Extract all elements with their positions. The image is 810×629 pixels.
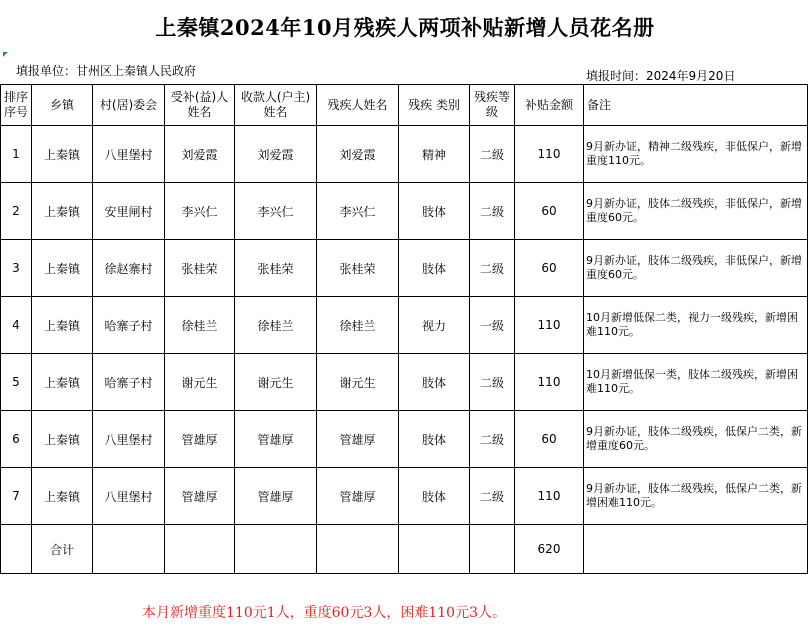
recipient-cell: 管雄厚 xyxy=(165,411,235,468)
total-cell xyxy=(317,525,399,574)
payee-cell: 谢元生 xyxy=(235,354,317,411)
amount-cell: 60 xyxy=(515,411,584,468)
note-cell: 9月新办证，精神二级残疾，非低保户，新增重度110元。 xyxy=(584,126,808,183)
header-village: 村(居)委会 xyxy=(93,85,165,126)
header-no: 排序序号 xyxy=(1,85,32,126)
grade-cell: 二级 xyxy=(470,411,515,468)
category-cell: 精神 xyxy=(399,126,470,183)
row-number: 2 xyxy=(1,183,32,240)
category-cell: 视力 xyxy=(399,297,470,354)
row-number: 6 xyxy=(1,411,32,468)
village-cell: 八里堡村 xyxy=(93,126,165,183)
town-cell: 上秦镇 xyxy=(32,183,93,240)
disabled-name-cell: 张桂荣 xyxy=(317,240,399,297)
table-row xyxy=(1,183,808,240)
header-category: 残疾 类别 xyxy=(399,85,470,126)
note-cell: 10月新增低保二类，视力一级残疾，新增困难110元。 xyxy=(584,297,808,354)
row-number: 1 xyxy=(1,126,32,183)
disabled-name-cell: 谢元生 xyxy=(317,354,399,411)
reporting-date: 填报时间：2024年9月20日 xyxy=(586,69,736,83)
note-cell: 9月新办证，肢体二级残疾，非低保户，新增重度60元。 xyxy=(584,240,808,297)
note-cell: 9月新办证，肢体二级残疾，低保户二类，新增困难110元。 xyxy=(584,468,808,525)
category-cell: 肢体 xyxy=(399,411,470,468)
payee-cell: 张桂荣 xyxy=(235,240,317,297)
village-cell: 安里闸村 xyxy=(93,183,165,240)
header-note: 备注 xyxy=(584,85,808,126)
village-cell: 八里堡村 xyxy=(93,468,165,525)
cell-marker xyxy=(3,52,8,57)
header-row xyxy=(1,85,808,126)
recipient-cell: 刘爱霞 xyxy=(165,126,235,183)
summary-note: 本月新增重度110元1人，重度60元3人，困难110元3人。 xyxy=(142,605,506,621)
town-cell: 上秦镇 xyxy=(32,240,93,297)
total-cell xyxy=(235,525,317,574)
village-cell: 哈寨子村 xyxy=(93,354,165,411)
amount-cell: 60 xyxy=(515,240,584,297)
header-disabled-name: 残疾人姓名 xyxy=(317,85,399,126)
disabled-name-cell: 刘爱霞 xyxy=(317,126,399,183)
header-payee: 收款人(户主)姓名 xyxy=(235,85,317,126)
amount-cell: 60 xyxy=(515,183,584,240)
payee-cell: 徐桂兰 xyxy=(235,297,317,354)
total-cell xyxy=(165,525,235,574)
row-number: 5 xyxy=(1,354,32,411)
table-row xyxy=(1,354,808,411)
total-cell xyxy=(584,525,808,574)
grade-cell: 二级 xyxy=(470,183,515,240)
grade-cell: 二级 xyxy=(470,468,515,525)
town-cell: 上秦镇 xyxy=(32,411,93,468)
total-cell xyxy=(470,525,515,574)
table-row xyxy=(1,411,808,468)
town-cell: 上秦镇 xyxy=(32,354,93,411)
village-cell: 八里堡村 xyxy=(93,411,165,468)
amount-cell: 110 xyxy=(515,297,584,354)
total-label: 合计 xyxy=(32,525,93,574)
recipient-cell: 管雄厚 xyxy=(165,468,235,525)
header-town: 乡镇 xyxy=(32,85,93,126)
payee-cell: 管雄厚 xyxy=(235,468,317,525)
disabled-name-cell: 李兴仁 xyxy=(317,183,399,240)
category-cell: 肢体 xyxy=(399,240,470,297)
table-row xyxy=(1,468,808,525)
note-cell: 9月新办证，肢体二级残疾，非低保户，新增重度60元。 xyxy=(584,183,808,240)
payee-cell: 管雄厚 xyxy=(235,411,317,468)
amount-cell: 110 xyxy=(515,354,584,411)
town-cell: 上秦镇 xyxy=(32,297,93,354)
grade-cell: 一级 xyxy=(470,297,515,354)
total-row xyxy=(1,525,808,574)
grade-cell: 二级 xyxy=(470,126,515,183)
category-cell: 肢体 xyxy=(399,468,470,525)
row-number: 3 xyxy=(1,240,32,297)
grade-cell: 二级 xyxy=(470,240,515,297)
page-title: 上秦镇2024年10月残疾人两项补贴新增人员花名册 xyxy=(155,15,655,40)
amount-cell: 110 xyxy=(515,126,584,183)
payee-cell: 李兴仁 xyxy=(235,183,317,240)
row-number: 4 xyxy=(1,297,32,354)
recipient-cell: 谢元生 xyxy=(165,354,235,411)
reporting-unit: 填报单位：甘州区上秦镇人民政府 xyxy=(16,64,197,78)
header-amount: 补贴金额 xyxy=(515,85,584,126)
table-row xyxy=(1,297,808,354)
payee-cell: 刘爱霞 xyxy=(235,126,317,183)
row-number: 7 xyxy=(1,468,32,525)
table-row xyxy=(1,126,808,183)
header-recipient: 受补(益)人姓名 xyxy=(165,85,235,126)
category-cell: 肢体 xyxy=(399,354,470,411)
grade-cell: 二级 xyxy=(470,354,515,411)
total-cell xyxy=(93,525,165,574)
recipient-cell: 徐桂兰 xyxy=(165,297,235,354)
recipient-cell: 张桂荣 xyxy=(165,240,235,297)
header-grade: 残疾等级 xyxy=(470,85,515,126)
category-cell: 肢体 xyxy=(399,183,470,240)
town-cell: 上秦镇 xyxy=(32,468,93,525)
roster-table xyxy=(0,84,808,574)
note-cell: 9月新办证，肢体二级残疾，低保户二类，新增重度60元。 xyxy=(584,411,808,468)
note-cell: 10月新增低保一类，肢体二级残疾，新增困难110元。 xyxy=(584,354,808,411)
disabled-name-cell: 徐桂兰 xyxy=(317,297,399,354)
disabled-name-cell: 管雄厚 xyxy=(317,411,399,468)
village-cell: 徐赵寨村 xyxy=(93,240,165,297)
town-cell: 上秦镇 xyxy=(32,126,93,183)
table-row xyxy=(1,240,808,297)
total-amount: 620 xyxy=(515,525,584,574)
total-cell xyxy=(1,525,32,574)
total-cell xyxy=(399,525,470,574)
recipient-cell: 李兴仁 xyxy=(165,183,235,240)
village-cell: 哈寨子村 xyxy=(93,297,165,354)
amount-cell: 110 xyxy=(515,468,584,525)
disabled-name-cell: 管雄厚 xyxy=(317,468,399,525)
